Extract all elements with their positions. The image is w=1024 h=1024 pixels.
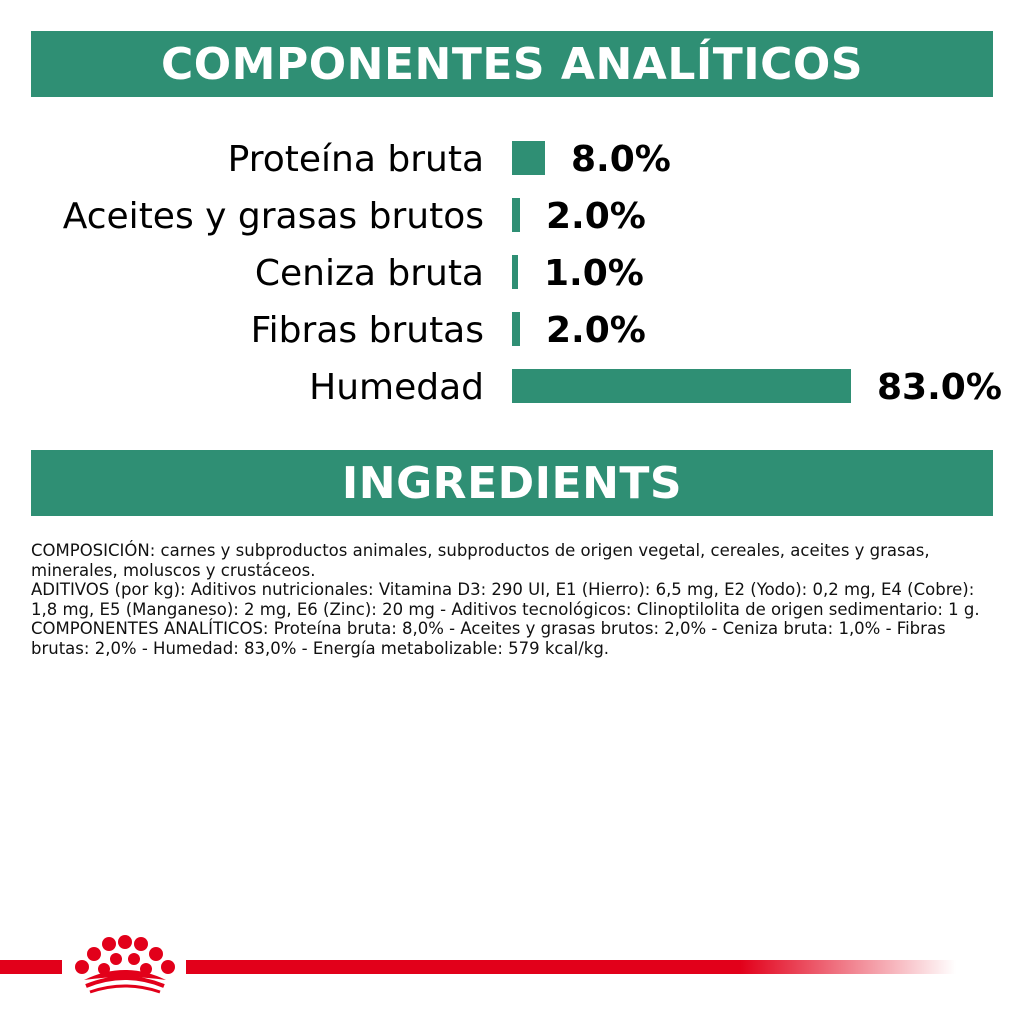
bar (512, 198, 520, 232)
composition-paragraph: COMPOSICIÓN: carnes y subproductos animales, subproductos de origen vegetal, cereales, aceites y grasas, minerales, moluscos y crustáceos. (31, 541, 930, 580)
analytics-paragraph: COMPONENTES ANALÍTICOS: Proteína bruta: 8,0% - Aceites y grasas brutos: 2,0% - Ceniza bruta: 1,0% - Fibras brutas: 2,0% - Humedad: 83,0% - Energía metabolizable: 579 kcal/kg. (31, 619, 946, 658)
category-label: Aceites y grasas brutos (62, 196, 484, 237)
bar (512, 255, 518, 289)
analytics-banner-title: COMPONENTES ANALÍTICOS (160, 38, 864, 90)
bar (512, 312, 520, 346)
ingredients-banner-title: INGREDIENTS (341, 457, 683, 509)
value-label: 2.0% (546, 196, 646, 237)
value-label: 1.0% (544, 253, 644, 294)
value-label: 2.0% (546, 310, 646, 351)
footer-red-line-right (186, 960, 956, 974)
ingredients-text (31, 541, 1001, 658)
category-label: Ceniza bruta (254, 253, 484, 294)
ingredients-banner (31, 450, 993, 516)
category-label: Humedad (309, 367, 484, 408)
value-label: 8.0% (571, 139, 671, 180)
bar (512, 141, 545, 175)
footer-red-line-left (0, 960, 62, 974)
category-label: Fibras brutas (250, 310, 484, 351)
additives-paragraph: ADITIVOS (por kg): Aditivos nutricionales: Vitamina D3: 290 UI, E1 (Hierro): 6,5 mg, E2 (Yodo): 0,2 mg, E4 (Cobre): 1,8 mg, E5 (Manganeso): 2 mg, E6 (Zinc): 20 mg - Aditivos tecnológicos: Clinoptilolita de origen sedimentario: 1 g. (31, 580, 980, 619)
bar (512, 369, 851, 403)
crown-icon (70, 934, 180, 1000)
category-label: Proteína bruta (227, 139, 484, 180)
value-label: 83.0% (877, 367, 1002, 408)
analytics-bar-chart (0, 128, 1024, 428)
analytics-banner (31, 31, 993, 97)
